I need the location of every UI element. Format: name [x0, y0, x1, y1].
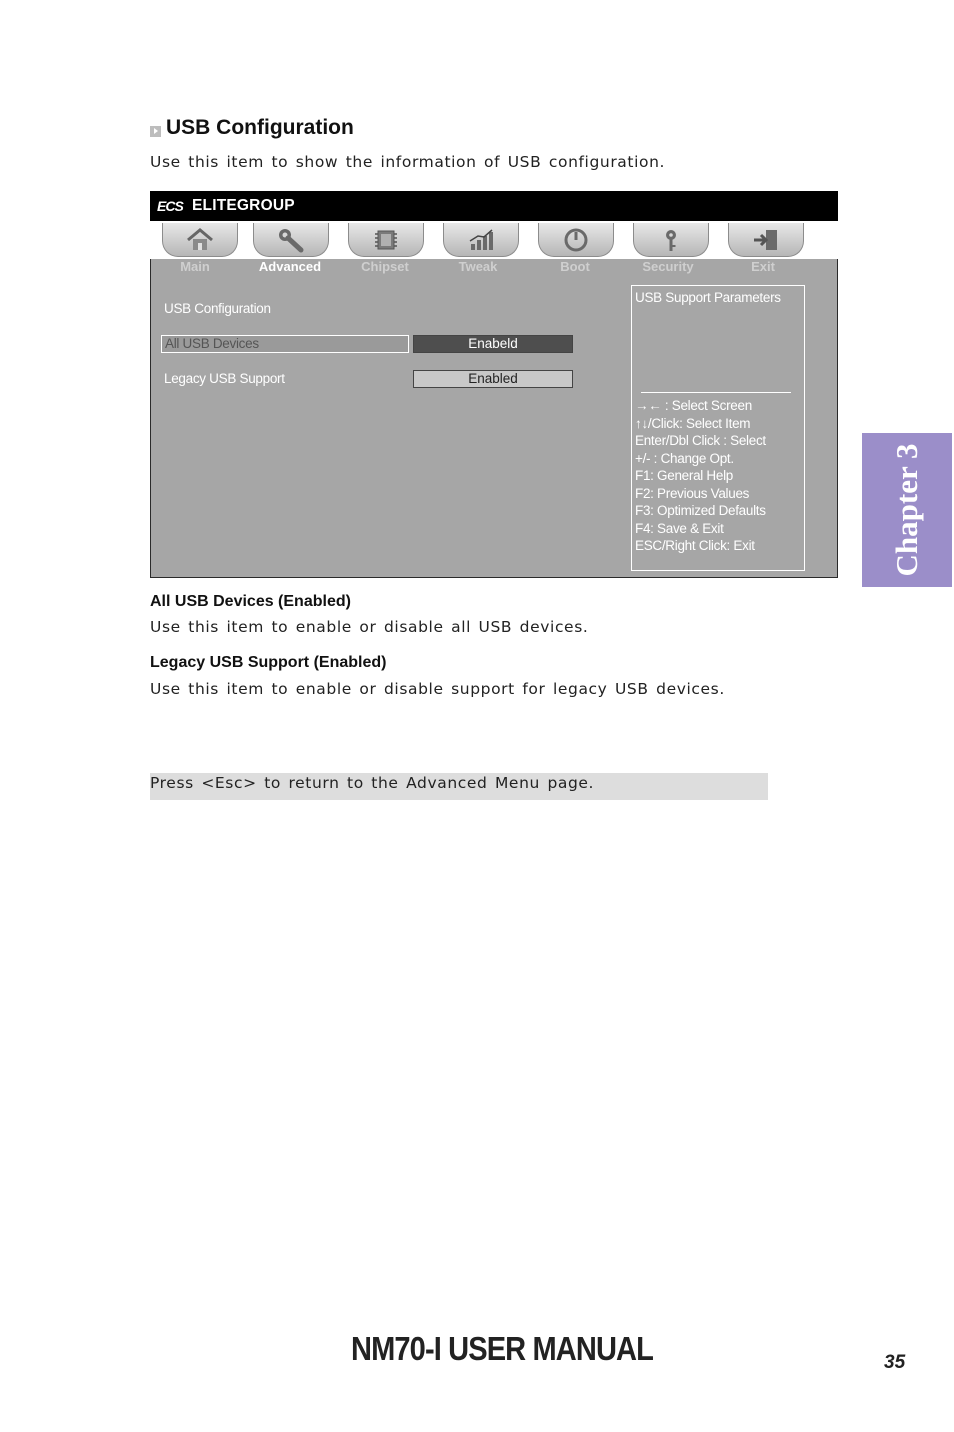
- tab-advanced[interactable]: [245, 221, 335, 259]
- setting-value-all-usb-devices[interactable]: Enabeld: [413, 335, 573, 353]
- bios-tab-strip: [150, 221, 838, 259]
- bios-header: [150, 191, 838, 221]
- exit-icon: [751, 227, 781, 253]
- section-heading: [150, 114, 354, 142]
- bios-panel: [150, 259, 838, 578]
- setting-label: All USB Devices: [165, 336, 259, 351]
- chapter-tab: [862, 433, 952, 587]
- help-key-item: →← : Select Screen: [635, 398, 752, 413]
- key-icon: [656, 227, 686, 253]
- tab-main[interactable]: [154, 221, 244, 259]
- tab-label-boot[interactable]: Boot: [560, 259, 590, 274]
- help-panel: [631, 285, 805, 571]
- help-key-item: Enter/Dbl Click : Select: [635, 433, 766, 448]
- help-key-list: [635, 397, 766, 555]
- home-icon: [185, 227, 215, 253]
- manual-title: NM70-I USER MANUAL: [350, 1330, 654, 1367]
- tab-label-chipset[interactable]: Chipset: [361, 259, 409, 274]
- setting-legacy-usb-support[interactable]: Legacy USB Support: [164, 371, 285, 386]
- help-key-item: F4: Save & Exit: [635, 520, 724, 536]
- return-note: Press <Esc> to return to the Advanced Menu page.: [150, 774, 595, 792]
- help-divider: [641, 392, 791, 393]
- help-key-item: F1: General Help: [635, 468, 733, 483]
- help-key-item: ESC/Right Click: Exit: [635, 538, 755, 553]
- tab-tweak[interactable]: [435, 221, 525, 259]
- tab-chipset[interactable]: [340, 221, 430, 259]
- bios-screenshot: [150, 191, 838, 579]
- setting-all-usb-devices[interactable]: [161, 335, 409, 353]
- power-icon: [561, 227, 591, 253]
- help-key-item: +/- : Change Opt.: [635, 450, 734, 466]
- help-key-item: F3: Optimized Defaults: [635, 503, 766, 518]
- tab-label-main[interactable]: Main: [180, 259, 210, 274]
- description-text-legacy-usb: Use this item to enable or disable support for legacy USB devices.: [150, 680, 725, 698]
- setting-value-legacy-usb-support[interactable]: Enabled: [413, 370, 573, 388]
- section-intro: Use this item to show the information of USB configuration.: [150, 153, 666, 171]
- tab-label-exit[interactable]: Exit: [751, 259, 775, 274]
- help-key-item: F2: Previous Values: [635, 485, 750, 501]
- description-heading-all-usb: All USB Devices (Enabled): [150, 593, 351, 610]
- description-heading-legacy-usb: Legacy USB Support (Enabled): [150, 654, 387, 671]
- section-title: USB Configuration: [166, 116, 354, 139]
- chip-icon: [371, 227, 401, 253]
- ecs-logo: ECS: [157, 198, 183, 214]
- chapter-label: Chapter 3: [889, 443, 924, 577]
- tab-exit[interactable]: [720, 221, 810, 259]
- help-title: USB Support Parameters: [635, 290, 781, 305]
- tab-label-advanced[interactable]: Advanced: [258, 259, 322, 274]
- tab-security[interactable]: [625, 221, 715, 259]
- chart-icon: [466, 227, 496, 253]
- wrench-icon: [276, 227, 306, 253]
- return-note-bar: [150, 773, 768, 800]
- tab-label-tweak[interactable]: Tweak: [458, 259, 498, 274]
- panel-title: USB Configuration: [164, 301, 271, 316]
- brand-name: ELITEGROUP: [192, 197, 295, 214]
- help-key-item: ↑↓/Click: Select Item: [635, 415, 751, 431]
- page-number: 35: [884, 1352, 906, 1373]
- bullet-arrow-icon: [150, 126, 161, 137]
- tab-label-security[interactable]: Security: [642, 259, 694, 274]
- tab-boot[interactable]: [530, 221, 620, 259]
- description-text-all-usb: Use this item to enable or disable all USB devices.: [150, 618, 589, 636]
